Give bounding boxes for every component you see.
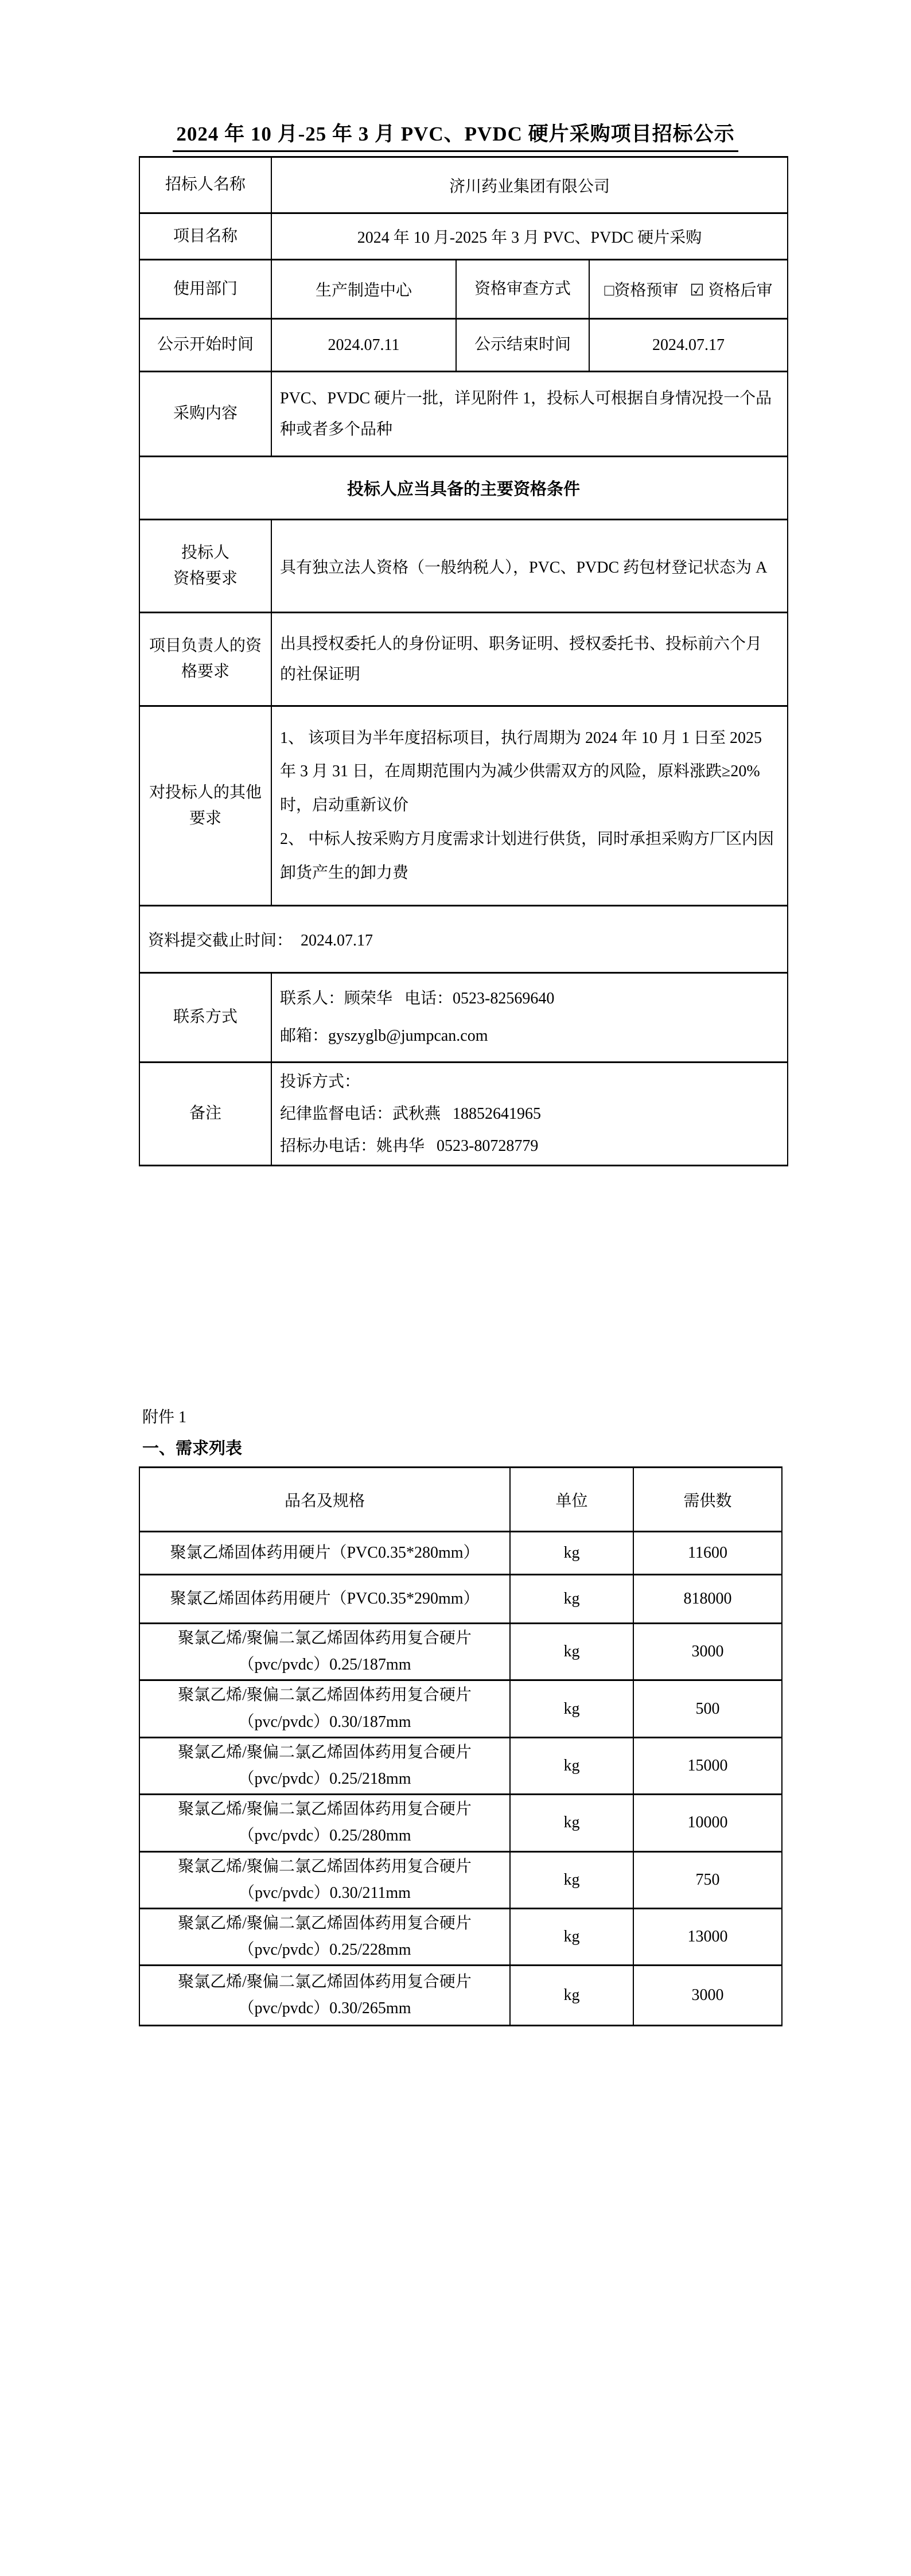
contact-person-phone: 联系人：顾荣华 电话：0523-82569640	[280, 990, 555, 1008]
bidder-qualification-value: 具有独立法人资格（一般纳税人），PVC、PVDC 药包材登记状态为 A	[271, 520, 788, 613]
submission-deadline-text: 资料提交截止时间： 2024.07.17	[139, 906, 788, 973]
contact-label: 联系方式	[139, 973, 271, 1063]
end-date-label: 公示结束时间	[456, 319, 589, 372]
attachment-list-title: 一、需求列表	[142, 1439, 243, 1458]
remark-value	[271, 1063, 788, 1166]
pm-qualification-value: 出具授权委托人的身份证明、职务证明、授权委托书、投标前六个月的社保证明	[271, 613, 788, 706]
other-requirement-item-1: 1、 该项目为半年度招标项目，执行周期为 2024 年 10 月 1 日至 2025 年 3 月 31 日，在周期范围内为减少供需双方的风险，原料涨跌≥20%时，启动重新议价	[280, 729, 766, 815]
demand-row	[139, 1575, 782, 1624]
item-name: 聚氯乙烯/聚偏二氯乙烯固体药用复合硬片 （pvc/pvdc）0.30/187mm	[139, 1680, 510, 1737]
attachment-heading: 附件 1	[142, 1408, 187, 1426]
row-other-requirements	[139, 706, 788, 906]
demand-row	[139, 1624, 782, 1680]
pm-qualification-label	[139, 613, 271, 706]
start-date-value: 2024.07.11	[271, 319, 456, 372]
item-name: 聚氯乙烯/聚偏二氯乙烯固体药用复合硬片 （pvc/pvdc）0.25/187mm	[139, 1624, 510, 1680]
remark-discipline-phone: 纪律监督电话：武秋燕 18852641965	[280, 1104, 542, 1123]
pm-qualification-label-line2: 格要求	[181, 663, 229, 680]
procurement-content-label: 采购内容	[139, 372, 271, 457]
item-qty: 10000	[633, 1795, 782, 1851]
item-qty: 500	[633, 1680, 782, 1737]
item-unit: kg	[510, 1908, 633, 1965]
item-name: 聚氯乙烯/聚偏二氯乙烯固体药用复合硬片 （pvc/pvdc）0.30/265mm	[139, 1966, 510, 2026]
item-unit: kg	[510, 1624, 633, 1680]
procurement-content-value: PVC、PVDC 硬片一批，详见附件 1，投标人可根据自身情况投一个品种或者多个品种	[271, 372, 788, 457]
contact-value	[271, 973, 788, 1063]
item-name: 聚氯乙烯/聚偏二氯乙烯固体药用复合硬片 （pvc/pvdc）0.25/228mm	[139, 1908, 510, 1965]
bidder-qualification-label	[139, 520, 271, 613]
bidder-qualification-label-line1: 投标人	[181, 543, 229, 562]
review-method-value	[589, 260, 788, 319]
item-qty: 13000	[633, 1908, 782, 1965]
item-qty: 3000	[633, 1966, 782, 2026]
item-unit: kg	[510, 1737, 633, 1794]
remark-bidding-office-phone: 招标办电话：姚冉华 0523-80728779	[280, 1137, 539, 1155]
bidder-value: 济川药业集团有限公司	[271, 157, 788, 213]
demand-list-table	[139, 1466, 782, 2026]
end-date-value: 2024.07.17	[589, 319, 788, 372]
row-department-review	[139, 260, 788, 319]
other-requirements-label-line1: 对投标人的其他	[149, 783, 262, 801]
row-procurement-content	[139, 372, 788, 457]
item-name: 聚氯乙烯/聚偏二氯乙烯固体药用复合硬片 （pvc/pvdc）0.25/218mm	[139, 1737, 510, 1794]
row-publicity-dates	[139, 319, 788, 372]
item-name: 聚氯乙烯/聚偏二氯乙烯固体药用复合硬片 （pvc/pvdc）0.25/280mm	[139, 1795, 510, 1851]
row-contact	[139, 973, 788, 1063]
demand-table-header-row	[139, 1468, 782, 1532]
row-bidder	[139, 157, 788, 213]
start-date-label: 公示开始时间	[139, 319, 271, 372]
demand-row	[139, 1851, 782, 1908]
demand-row	[139, 1737, 782, 1794]
item-name: 聚氯乙烯固体药用硬片（PVC0.35*290mm）	[139, 1575, 510, 1624]
demand-row	[139, 1908, 782, 1965]
other-requirements-label-line2: 要求	[189, 809, 221, 827]
other-requirement-item-2: 2、 中标人按采购方月度需求计划进行供货，同时承担采购方厂区内因卸货产生的卸力费	[280, 830, 774, 882]
other-requirements-label	[139, 706, 271, 906]
item-name: 聚氯乙烯固体药用硬片（PVC0.35*280mm）	[139, 1532, 510, 1575]
row-pm-qualification	[139, 613, 788, 706]
item-unit: kg	[510, 1966, 633, 2026]
checkbox-post-review: ☑ 资格后审	[690, 282, 773, 299]
department-label: 使用部门	[139, 260, 271, 319]
qualification-section-title: 投标人应当具备的主要资格条件	[139, 457, 788, 520]
item-unit: kg	[510, 1680, 633, 1737]
item-name: 聚氯乙烯/聚偏二氯乙烯固体药用复合硬片 （pvc/pvdc）0.30/211mm	[139, 1851, 510, 1908]
header-quantity: 需供数	[633, 1468, 782, 1532]
review-method-label: 资格审查方式	[456, 260, 589, 319]
announcement-table	[139, 156, 788, 1166]
header-item-name: 品名及规格	[139, 1468, 510, 1532]
row-remark	[139, 1063, 788, 1166]
row-project	[139, 213, 788, 260]
bidder-qualification-label-line2: 资格要求	[173, 569, 238, 587]
pm-qualification-label-line1: 项目负责人的资	[149, 637, 262, 655]
project-label: 项目名称	[139, 213, 271, 260]
department-value: 生产制造中心	[271, 260, 456, 319]
item-qty: 750	[633, 1851, 782, 1908]
item-unit: kg	[510, 1795, 633, 1851]
row-bidder-qualification	[139, 520, 788, 613]
item-qty: 15000	[633, 1737, 782, 1794]
title-row	[0, 118, 911, 152]
header-unit: 单位	[510, 1468, 633, 1532]
row-section-header	[139, 457, 788, 520]
item-qty: 3000	[633, 1624, 782, 1680]
remark-complaint-title: 投诉方式：	[280, 1072, 361, 1091]
item-qty: 11600	[633, 1532, 782, 1575]
contact-email: 邮箱：gyszyglb@jumpcan.com	[280, 1026, 488, 1045]
item-qty: 818000	[633, 1575, 782, 1624]
bidder-label: 招标人名称	[139, 157, 271, 213]
item-unit: kg	[510, 1575, 633, 1624]
other-requirements-value	[271, 706, 788, 906]
document-title: 2024 年 10 月-25 年 3 月 PVC、PVDC 硬片采购项目招标公示	[173, 118, 738, 152]
demand-row	[139, 1966, 782, 2026]
item-unit: kg	[510, 1532, 633, 1575]
remark-label: 备注	[139, 1063, 271, 1166]
demand-row	[139, 1795, 782, 1851]
demand-row	[139, 1680, 782, 1737]
row-submission-deadline	[139, 906, 788, 973]
project-value: 2024 年 10 月-2025 年 3 月 PVC、PVDC 硬片采购	[271, 213, 788, 260]
checkbox-pre-review: □资格预审	[604, 282, 679, 299]
demand-row	[139, 1532, 782, 1575]
item-unit: kg	[510, 1851, 633, 1908]
